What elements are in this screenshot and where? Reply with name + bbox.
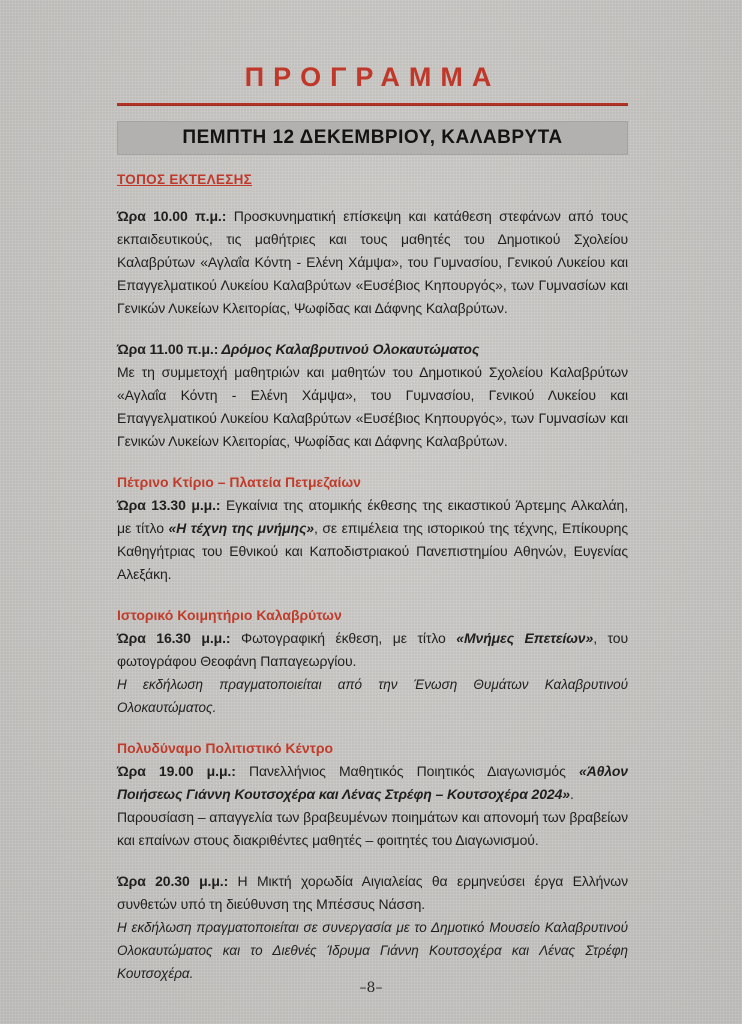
- event-2030pm: [117, 870, 628, 985]
- event-heading-line: [117, 338, 628, 361]
- date-banner-text: ΠΕΜΠΤΗ 12 ΔΕΚΕΜΒΡΙΟΥ, ΚΑΛΑΒΡΥΤΑ: [182, 127, 563, 148]
- event-description: Η Μικτή χορωδία Αιγιαλείας θα ερμηνεύσει έργα Ελλήνων συνθετών υπό τη διεύθυνση της Μπέσσυς Νάσση.: [117, 873, 628, 912]
- event-description-cont: .: [570, 786, 574, 802]
- event-description-cont: , του φωτογράφου Θεοφάνη Παπαγεωργίου.: [117, 630, 629, 669]
- event-paragraph: [117, 205, 628, 320]
- event-venue: Πέτρινο Κτίριο – Πλατεία Πετμεζαίων: [117, 474, 361, 490]
- event-note: Η εκδήλωση πραγματοποιείται σε συνεργασία με το Δημοτικό Μουσείο Καλαβρυτινού Ολοκαυτώματος και το Διεθνές Ίδρυμα Γιάννη Κουτσοχέρα και Λένας Στρέφη Κουτσοχέρα.: [117, 920, 628, 981]
- event-time: Ώρα 13.30 μ.μ.:: [117, 497, 221, 513]
- page-title: ΠΡΟΓΡΑΜΜΑ: [244, 62, 501, 92]
- event-time: Ώρα 10.00 π.μ.:: [117, 208, 227, 224]
- event-exhibit-title: «Μνήμες Επετείων»: [456, 630, 594, 646]
- event-note: Η εκδήλωση πραγματοποιείται από την Ένωση Θυμάτων Καλαβρυτινού Ολοκαυτώματος.: [117, 677, 628, 715]
- event-time: Ώρα 19.00 μ.μ.:: [117, 763, 236, 779]
- page-number: –8–: [359, 980, 383, 996]
- event-contest-title: «Άθλον Ποιήσεως Γιάννη Κουτσοχέρα και Λένας Στρέφη – Κουτσοχέρα 2024»: [117, 763, 628, 802]
- event-description: Φωτογραφική έκθεση, με τίτλο: [230, 630, 457, 646]
- execution-place-label: ΤΟΠΟΣ ΕΚΤΕΛΕΣΗΣ: [117, 172, 253, 187]
- event-venue: Πολυδύναμο Πολιτιστικό Κέντρο: [117, 740, 334, 756]
- event-title: Δρόμος Καλαβρυτινού Ολοκαυτώματος: [218, 341, 480, 357]
- event-paragraph: [117, 870, 628, 916]
- event-1900pm: [117, 737, 628, 852]
- event-paragraph: [117, 627, 628, 673]
- date-banner: [117, 121, 628, 155]
- event-description: Εγκαίνια της ατομικής έκθεσης της εικαστικού Άρτεμης Αλκαλάη, με τίτλο: [117, 497, 628, 536]
- event-1630pm: [117, 604, 628, 719]
- event-paragraph: [117, 361, 628, 453]
- event-1000am: [117, 205, 628, 320]
- event-venue: Ιστορικό Κοιμητήριο Καλαβρύτων: [117, 607, 342, 623]
- event-description: Προσκυνηματική επίσκεψη και κατάθεση στεφάνων από τους εκπαιδευτικούς, τις μαθήτριες και τους μαθητές του Δημοτικού Σχολείου Καλαβρύτων «Αγλαΐα Κόντη - Ελένη Χάμψα», του Γυμνασίου, Γενικού Λυκείου και Επαγγελματικού Λυκείου Καλαβρύτων «Ευσέβιος Κηπουργός», των Γυμνασίων και Γενικών Λυκείων Κλειτορίας, Ψωφίδας και Δάφνης Καλαβρύτων.: [117, 208, 628, 316]
- event-1330pm: [117, 471, 628, 586]
- event-description: Με τη συμμετοχή μαθητριών και μαθητών του Δημοτικού Σχολείου Καλαβρύτων «Αγλαΐα Κόντη - Ελένη Χάμψα», του Γυμνασίου, Γενικού Λυκείου και Επαγγελματικού Λυκείου Καλαβρύτων «Ευσέβιος Κηπουργός», των Γυμνασίων και Γενικών Λυκείων Κλειτορίας, Ψωφίδας και Δάφνης Καλαβρύτων.: [117, 364, 628, 449]
- event-description-cont: , σε επιμέλεια της ιστορικού της τέχνης, Επίκουρης Καθηγήτριας του Εθνικού και Καποδιστριακού Πανεπιστημίου Αθηνών, Ευγενίας Αλεξάκη.: [117, 520, 628, 582]
- title-divider-rule: [117, 103, 628, 106]
- event-extra-paragraph: Παρουσίαση – απαγγελία των βραβευμένων ποιημάτων και απονομή των βραβείων και επαίνων στους διακριθέντες μαθητές – φοιτητές του Διαγωνισμού.: [117, 809, 628, 848]
- events-list: [117, 205, 628, 985]
- event-1100am: [117, 338, 628, 453]
- event-paragraph: [117, 494, 628, 586]
- event-time: Ώρα 16.30 μ.μ.:: [117, 630, 231, 646]
- event-time: Ώρα 20.30 μ.μ.:: [117, 873, 229, 889]
- event-time: Ώρα 11.00 π.μ.:: [117, 341, 219, 357]
- event-exhibit-title: «Η τέχνη της μνήμης»: [168, 520, 314, 536]
- page-content: [117, 0, 628, 1003]
- event-description: Πανελλήνιος Μαθητικός Ποιητικός Διαγωνισμός: [235, 763, 579, 779]
- event-paragraph: [117, 760, 628, 806]
